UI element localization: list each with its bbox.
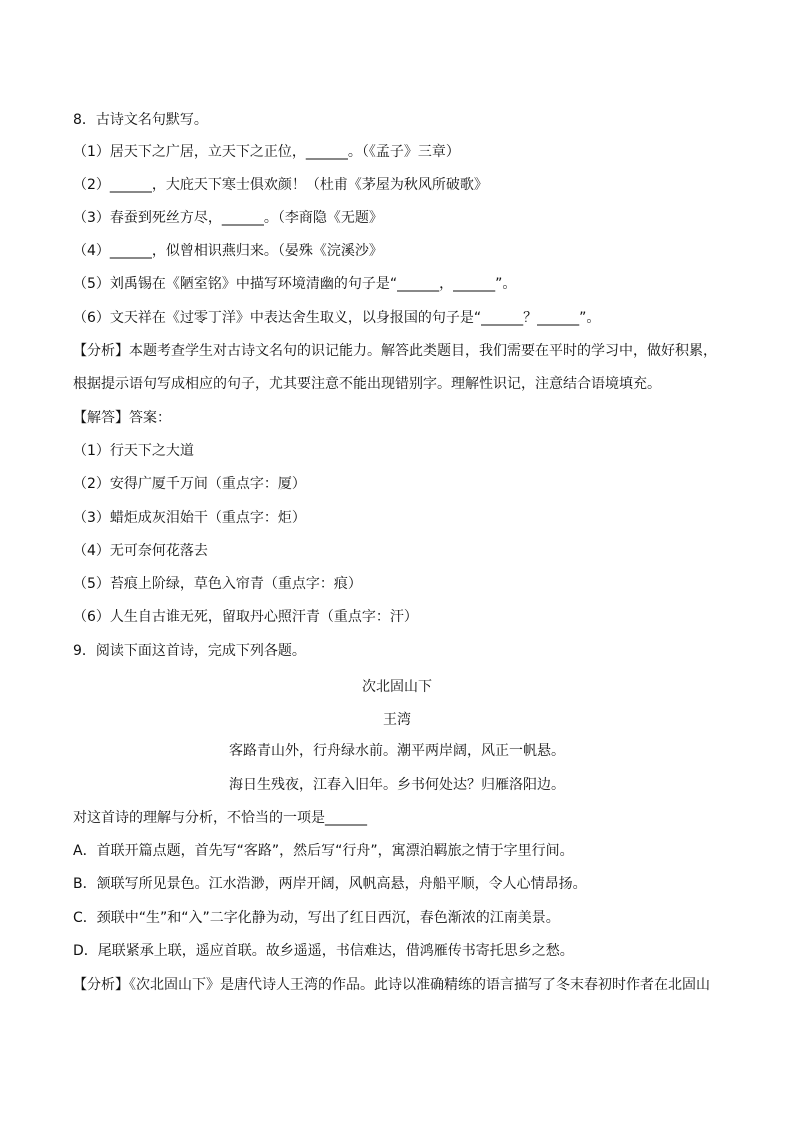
option-d: D．尾联紧承上联，遥应首联。故乡遥遥，书信难达，借鸿雁传书寄托思乡之愁。: [73, 943, 574, 959]
analysis-line-1: 【分析】本题考查学生对古诗文名句的识记能力。解答此类题目，我们需要在平时的学习中，做好积累，: [73, 343, 717, 359]
fill-item-5: （5）刘禹锡在《陋室铭》中描写环境清幽的句子是“______，______”。: [73, 276, 517, 292]
fill-item-2: （2）______，大庇天下寒士俱欢颜！（杜甫《茅屋为秋风所破歌》: [73, 177, 488, 193]
question-9-prompt: 对这首诗的理解与分析，不恰当的一项是______: [73, 810, 367, 826]
analysis-line-2: 根据提示语句写成相应的句子，尤其要注意不能出现错别字。理解性识记，注意结合语境填充。: [73, 376, 661, 392]
answer-1: （1）行天下之大道: [73, 443, 194, 459]
fill-item-6: （6）文天祥在《过零丁洋》中表达舍生取义，以身报国的句子是“______？______”。: [73, 310, 601, 326]
option-a: A．首联开篇点题，首先写“客路”，然后写“行舟”，寓漂泊羁旅之情于字里行间。: [73, 843, 574, 859]
fill-item-3: （3）春蚕到死丝方尽，______。（李商隐《无题》: [73, 210, 383, 226]
poem-line-1: 客路青山外，行舟绿水前。潮平两岸阔，风正一帆悬。: [229, 743, 565, 759]
poem-title: 次北固山下: [362, 679, 432, 695]
answer-label: 【解答】答案：: [73, 410, 171, 426]
fill-item-1: （1）居天下之广居，立天下之正位，______。（《孟子》三章）: [73, 144, 460, 160]
fill-item-4: （4）______，似曾相识燕归来。（晏殊《浣溪沙》: [73, 243, 383, 259]
question-9-analysis: 【分析】《次北固山下》是唐代诗人王湾的作品。此诗以准确精练的语言描写了冬末春初时作者在北固山: [73, 977, 710, 993]
poem-author: 王湾: [383, 712, 411, 728]
answer-5: （5）苔痕上阶绿，草色入帘青（重点字：痕）: [73, 576, 362, 592]
question-8-title: 8．古诗文名句默写。: [73, 112, 208, 128]
answer-2: （2）安得广厦千万间（重点字：厦）: [73, 476, 306, 492]
option-b: B．颔联写所见景色。江水浩渺，两岸开阔，风帆高悬，舟船平顺，令人心情昂扬。: [73, 876, 587, 892]
question-9-title: 9．阅读下面这首诗，完成下列各题。: [73, 643, 306, 659]
option-c: C．颈联中“生”和“入”二字化静为动，写出了红日西沉，春色渐浓的江南美景。: [73, 910, 560, 926]
answer-4: （4）无可奈何花落去: [73, 543, 208, 559]
answer-3: （3）蜡炬成灰泪始干（重点字：炬）: [73, 510, 306, 526]
answer-6: （6）人生自古谁无死，留取丹心照汗青（重点字：汗）: [73, 609, 418, 625]
poem-line-2: 海日生残夜，江春入旧年。乡书何处达？归雁洛阳边。: [229, 777, 565, 793]
